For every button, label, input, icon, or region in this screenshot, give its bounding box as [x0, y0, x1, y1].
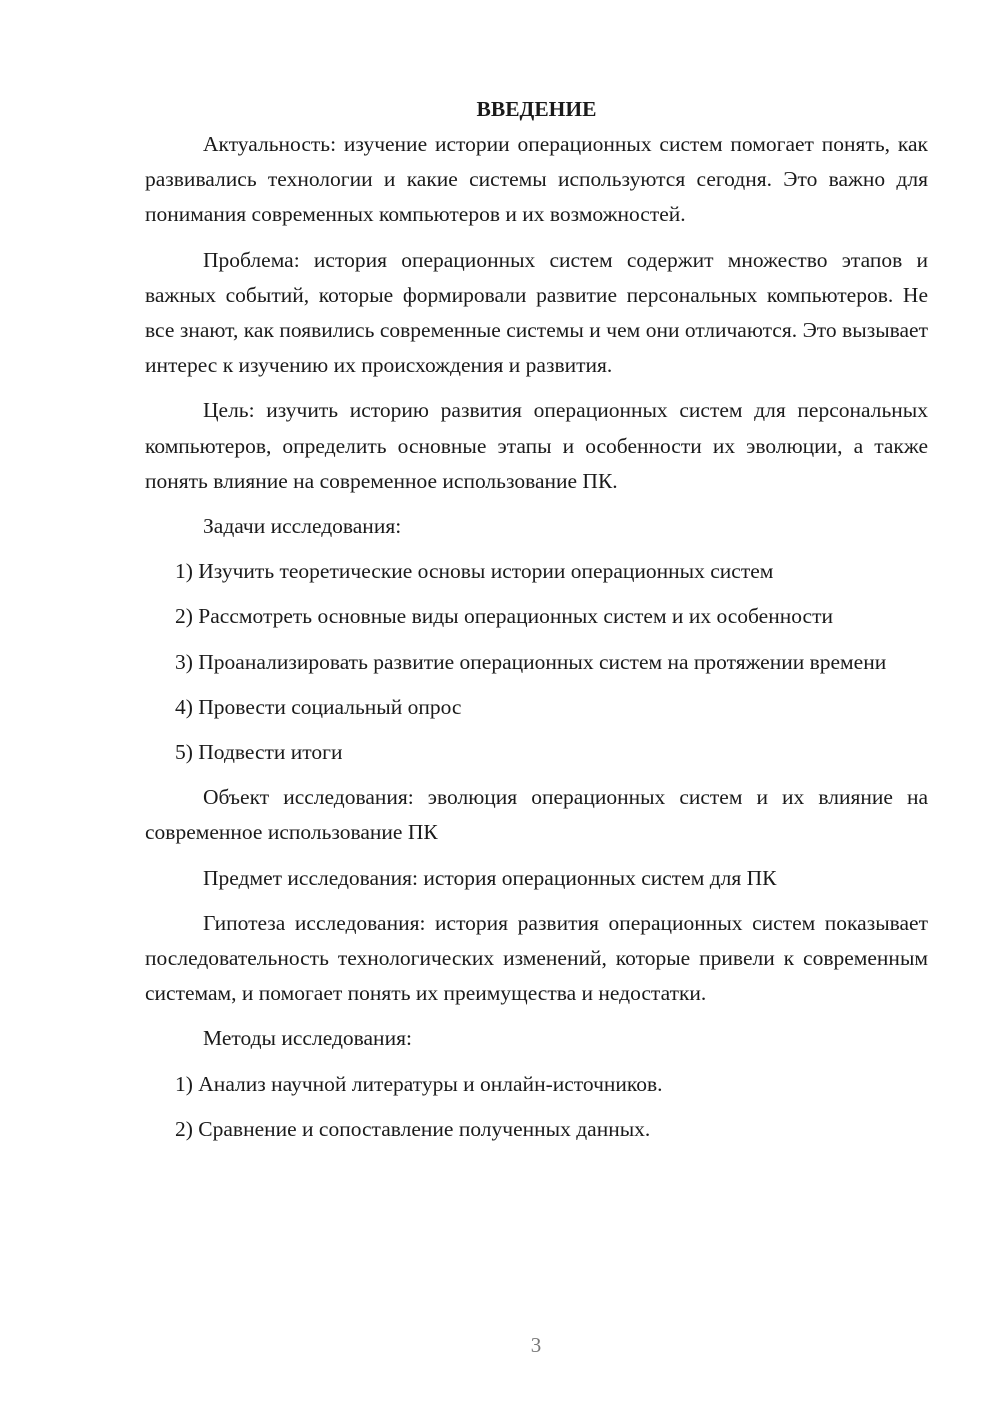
subject-paragraph: Предмет исследования: история операционных систем для ПК	[203, 865, 777, 890]
task-item-3: 3) Проанализировать развитие операционных систем на протяжении времени	[175, 649, 887, 674]
relevance-paragraph: Актуальность: изучение истории операционных систем помогает понять, как развивались технологии и какие системы используются сегодня. Это важно для понимания современных компьютеров и их возможностей.	[145, 132, 928, 227]
task-item-1: 1) Изучить теоретические основы истории операционных систем	[175, 559, 774, 584]
method-item-2: 2) Сравнение и сопоставление полученных данных.	[175, 1116, 651, 1141]
hypothesis-paragraph: Гипотеза исследования: история развития операционных систем показывает последовательность технологических изменений, которые привели к современным системам, и помогает понять их преимущества и недостатки.	[145, 910, 928, 1006]
methods-heading: Методы исследования:	[203, 1026, 412, 1051]
page-title: ВВЕДЕНИЕ	[476, 97, 597, 121]
task-item-4: 4) Провести социальный опрос	[175, 694, 462, 719]
object-paragraph: Объект исследования: эволюция операционных систем и их влияние на современное использование ПК	[145, 785, 928, 845]
method-item-1: 1) Анализ научной литературы и онлайн-источников.	[175, 1071, 663, 1096]
task-item-2: 2) Рассмотреть основные виды операционных систем и их особенности	[175, 604, 833, 629]
goal-paragraph: Цель: изучить историю развития операционных систем для персональных компьютеров, определить основные этапы и особенности их эволюции, а также понять влияние на современное использование ПК.	[145, 398, 928, 493]
tasks-heading: Задачи исследования:	[203, 514, 402, 539]
task-item-5: 5) Подвести итоги	[175, 740, 343, 765]
problem-paragraph: Проблема: история операционных систем содержит множество этапов и важных событий, которые формировали развитие персональных компьютеров. Не все знают, как появились современные системы и чем они отличаются. Это вызывает интерес к изучению их происхождения и развития.	[145, 247, 928, 378]
document-page	[145, 92, 928, 1157]
page-number: 3	[530, 1333, 542, 1357]
